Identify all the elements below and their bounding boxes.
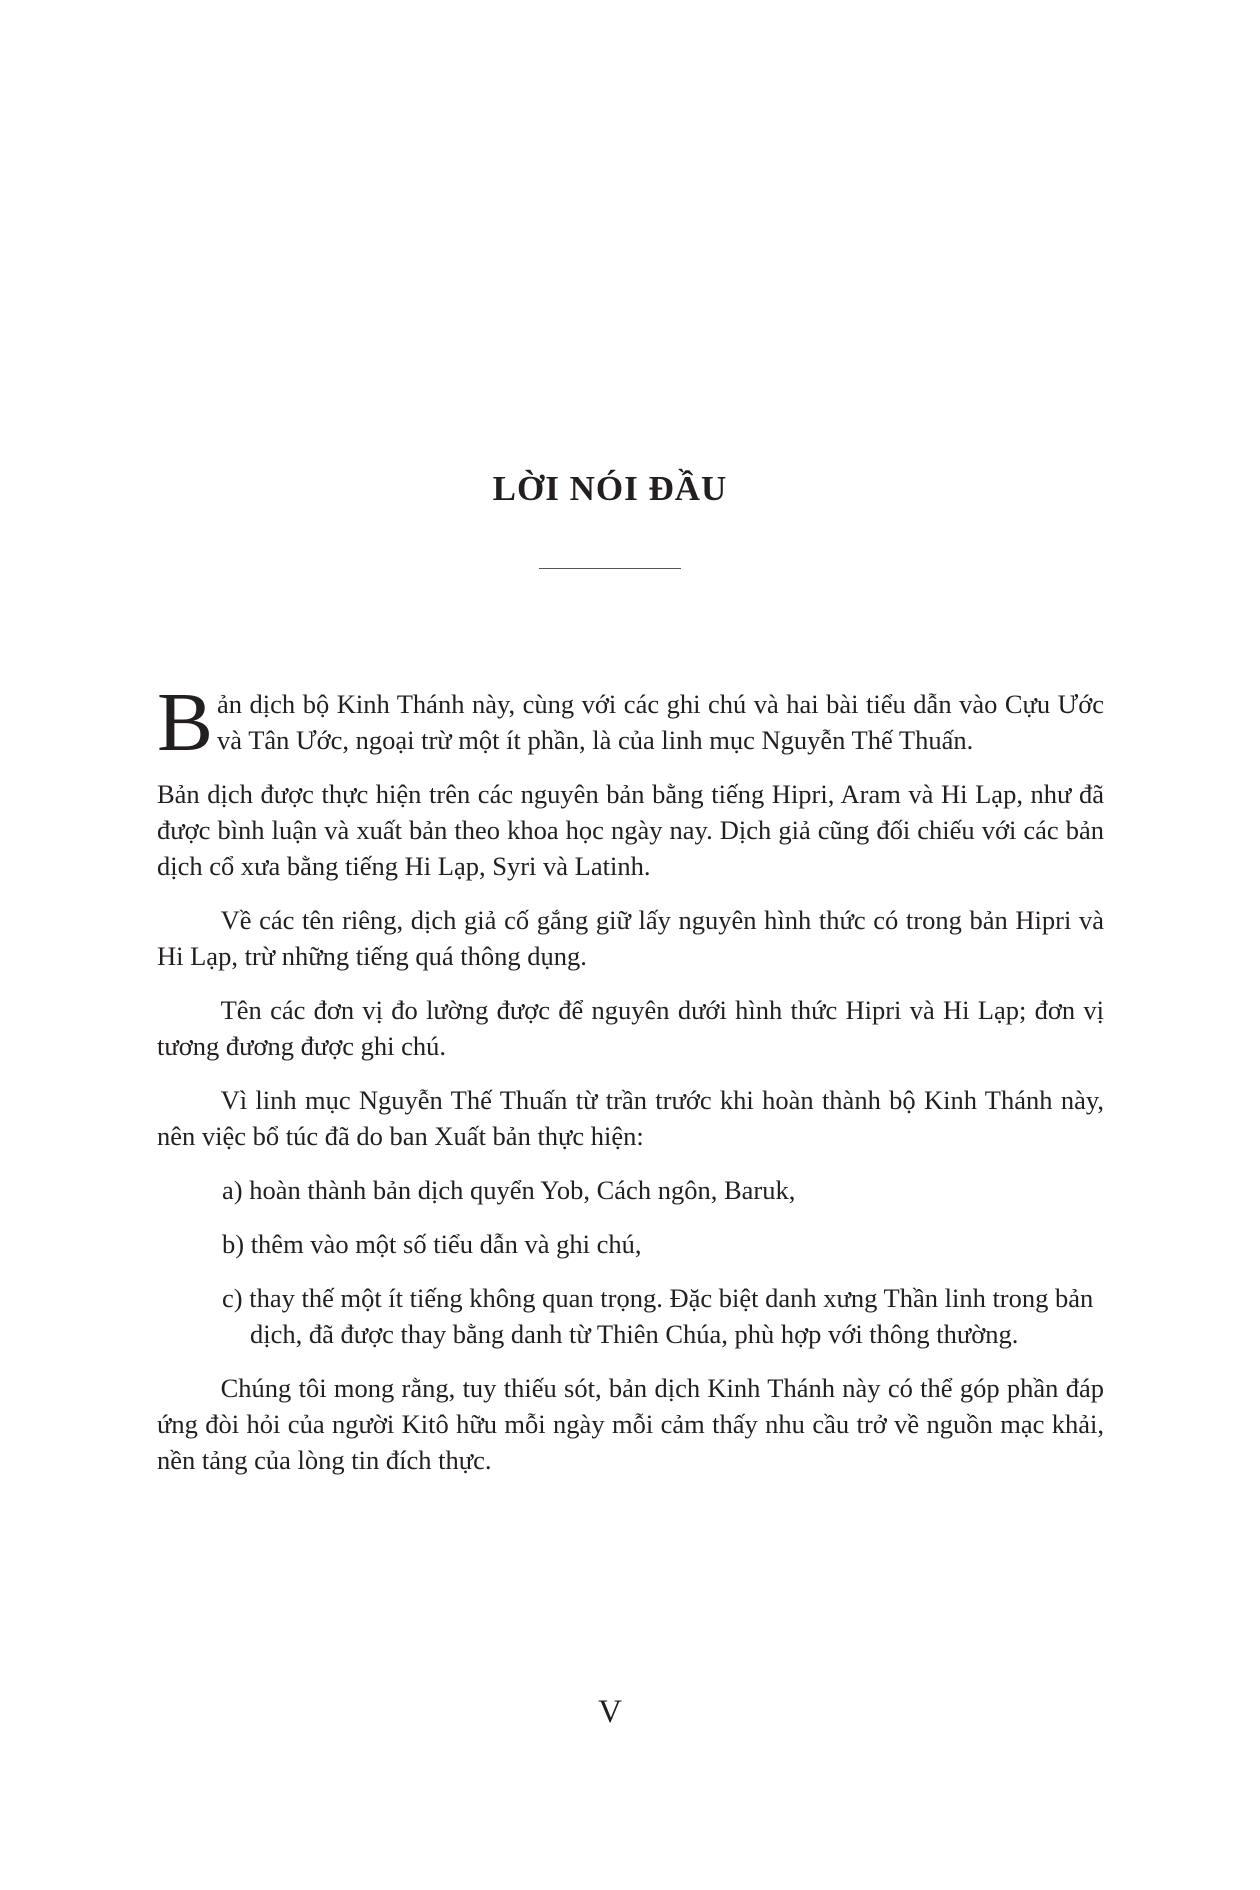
list-item-a <box>157 1172 1104 1208</box>
list-item-a-text: a) hoàn thành bản dịch quyển Yob, Cách ngôn, Baruk, <box>222 1175 796 1205</box>
paragraph-3-text: Về các tên riêng, dịch giả cố gắng giữ lấy nguyên hình thức có trong bản Hipri và Hi Lạp, trừ những tiếng quá thông dụng. <box>157 905 1104 971</box>
paragraph-6 <box>157 1370 1104 1478</box>
paragraph-2 <box>157 776 1104 884</box>
list-item-b-text: b) thêm vào một số tiểu dẫn và ghi chú, <box>222 1229 642 1259</box>
paragraph-6-text: Chúng tôi mong rằng, tuy thiếu sót, bản dịch Kinh Thánh này có thể góp phần đáp ứng đòi hỏi của người Kitô hữu mỗi ngày mỗi cảm thấy nhu cầu trở về nguồn mạc khải, nền tảng của lòng tin đích thực. <box>157 1373 1104 1475</box>
list-item-b <box>157 1226 1104 1262</box>
list-item-c-text: c) thay thế một ít tiếng không quan trọng. Đặc biệt danh xưng Thần linh trong bản dịch, đã được thay bằng danh từ Thiên Chúa, phù hợp với thông thường. <box>222 1283 1094 1349</box>
paragraph-5-text: Vì linh mục Nguyễn Thế Thuấn từ trần trước khi hoàn thành bộ Kinh Thánh này, nên việc bổ túc đã do ban Xuất bản thực hiện: <box>157 1085 1104 1151</box>
page-title: LỜI NÓI ĐẦU <box>492 469 728 508</box>
paragraph-1 <box>157 676 1104 769</box>
preface-body <box>157 676 1104 1496</box>
paragraph-4-text: Tên các đơn vị đo lường được để nguyên dưới hình thức Hipri và Hi Lạp; đơn vị tương đương được ghi chú. <box>157 995 1104 1061</box>
list-item-c <box>157 1280 1104 1352</box>
title-divider <box>539 568 681 569</box>
paragraph-1-text: ản dịch bộ Kinh Thánh này, cùng với các ghi chú và hai bài tiểu dẫn vào Cựu Ước và Tân Ước, ngoại trừ một ít phần, là của linh mục Nguyễn Thế Thuấn. <box>217 689 1104 755</box>
paragraph-2-text: Bản dịch được thực hiện trên các nguyên bản bằng tiếng Hipri, Aram và Hi Lạp, như đã được bình luận và xuất bản theo khoa học ngày nay. Dịch giả cũng đối chiếu với các bản dịch cổ xưa bằng tiếng Hi Lạp, Syri và Latinh. <box>157 779 1104 881</box>
page-number: V <box>598 1694 622 1730</box>
paragraph-3 <box>157 902 1104 974</box>
drop-cap: B <box>157 676 214 769</box>
paragraph-4 <box>157 992 1104 1064</box>
paragraph-5 <box>157 1082 1104 1154</box>
